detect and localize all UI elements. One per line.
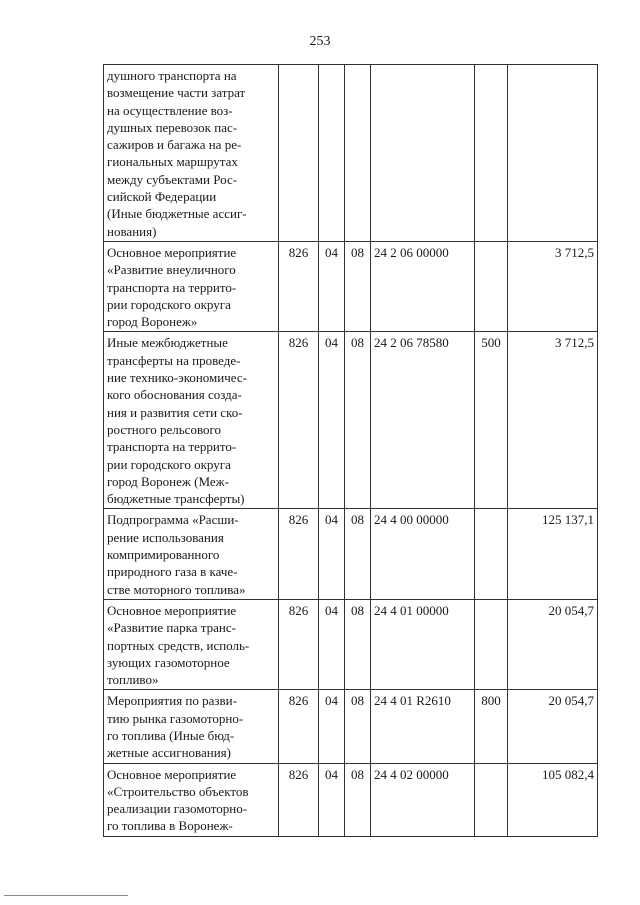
section-code-cell: 04 xyxy=(319,332,345,509)
row-name-line: транспорта на террито- xyxy=(107,279,237,295)
expense-type-code-cell: 800 xyxy=(475,690,508,763)
expense-type-code-cell: 500 xyxy=(475,332,508,509)
page-number: 253 xyxy=(309,34,331,49)
subsection-code-cell: 08 xyxy=(345,690,371,763)
subsection-code-cell xyxy=(345,65,371,242)
row-name-cell xyxy=(104,763,279,836)
row-name-line: на осуществление воз- xyxy=(107,102,233,118)
expense-type-code-cell xyxy=(475,509,508,599)
row-name-line: Мероприятия по разви- xyxy=(107,693,237,709)
row-name-line: Иные межбюджетные xyxy=(107,335,228,351)
row-name-line: Основное мероприятие xyxy=(107,766,237,782)
row-name-line: зующих газомоторное xyxy=(107,654,230,670)
subsection-code-cell: 08 xyxy=(345,509,371,599)
ministry-code-cell xyxy=(279,65,319,242)
subsection-code-cell: 08 xyxy=(345,332,371,509)
amount-cell: 3 712,5 xyxy=(508,332,598,509)
row-name-line: между субъектами Рос- xyxy=(107,171,238,187)
row-name-line: гиональных маршрутах xyxy=(107,154,238,170)
table-row xyxy=(104,65,598,242)
row-name-line: Подпрограмма «Расши- xyxy=(107,512,239,528)
row-name-line: го топлива в Воронеж- xyxy=(107,818,233,834)
expense-type-code-cell xyxy=(475,241,508,331)
section-code-cell: 04 xyxy=(319,599,345,689)
target-article-code-cell: 24 4 02 00000 xyxy=(371,763,475,836)
row-name-line: душных перевозок пас- xyxy=(107,119,238,135)
row-name-line: Основное мероприятие xyxy=(107,244,237,260)
row-name-cell xyxy=(104,241,279,331)
table-row xyxy=(104,509,598,599)
row-name-line: кого обоснования созда- xyxy=(107,387,242,403)
row-name-line: нования) xyxy=(107,223,157,239)
row-name-line: стве моторного топлива» xyxy=(107,581,246,597)
row-name-line: трансферты на проведе- xyxy=(107,352,241,368)
subsection-code-cell: 08 xyxy=(345,763,371,836)
table-row xyxy=(104,690,598,763)
row-name-line: транспорта на террито- xyxy=(107,439,237,455)
table-body xyxy=(104,65,598,837)
row-name-cell xyxy=(104,690,279,763)
row-name-line: тию рынка газомоторно- xyxy=(107,710,244,726)
expense-type-code-cell xyxy=(475,763,508,836)
section-code-cell: 04 xyxy=(319,241,345,331)
row-name-line: сийской Федерации xyxy=(107,189,217,205)
row-name-line: ростного рельсового xyxy=(107,421,222,437)
row-name-line: рии городского округа xyxy=(107,296,231,312)
amount-cell: 105 082,4 xyxy=(508,763,598,836)
row-name-line: компримированного xyxy=(107,547,220,563)
row-name-line: го топлива (Иные бюд- xyxy=(107,727,235,743)
row-name-line: (Иные бюджетные ассиг- xyxy=(107,206,247,222)
target-article-code-cell xyxy=(371,65,475,242)
section-code-cell xyxy=(319,65,345,242)
target-article-code-cell: 24 2 06 78580 xyxy=(371,332,475,509)
row-name-line: топливо» xyxy=(107,672,159,688)
ministry-code-cell: 826 xyxy=(279,690,319,763)
row-name-line: жетные ассигнования) xyxy=(107,745,231,761)
row-name-cell xyxy=(104,65,279,242)
table-row xyxy=(104,599,598,689)
row-name-line: город Воронеж» xyxy=(107,314,198,330)
row-name-line: ние технико-экономичес- xyxy=(107,370,247,386)
row-name-cell xyxy=(104,332,279,509)
amount-cell xyxy=(508,65,598,242)
row-name-line: душного транспорта на xyxy=(107,68,237,83)
target-article-code-cell: 24 4 01 00000 xyxy=(371,599,475,689)
row-name-line: ния и развития сети ско- xyxy=(107,404,243,420)
target-article-code-cell: 24 4 00 00000 xyxy=(371,509,475,599)
target-article-code-cell: 24 2 06 00000 xyxy=(371,241,475,331)
ministry-code-cell: 826 xyxy=(279,763,319,836)
row-name-cell xyxy=(104,509,279,599)
amount-cell: 20 054,7 xyxy=(508,690,598,763)
section-code-cell: 04 xyxy=(319,509,345,599)
ministry-code-cell: 826 xyxy=(279,599,319,689)
expense-type-code-cell xyxy=(475,65,508,242)
target-article-code-cell: 24 4 01 R2610 xyxy=(371,690,475,763)
row-name-line: портных средств, исполь- xyxy=(107,637,250,653)
ministry-code-cell: 826 xyxy=(279,241,319,331)
section-code-cell: 04 xyxy=(319,690,345,763)
table-row xyxy=(104,241,598,331)
row-name-line: бюджетные трансферты) xyxy=(107,491,245,507)
table-row xyxy=(104,332,598,509)
budget-table xyxy=(103,64,598,837)
expense-type-code-cell xyxy=(475,599,508,689)
row-name-line: возмещение части затрат xyxy=(107,85,246,101)
table-row xyxy=(104,763,598,836)
subsection-code-cell: 08 xyxy=(345,241,371,331)
footer-rule xyxy=(4,895,128,896)
row-name-line: рение использования xyxy=(107,529,224,545)
row-name-cell xyxy=(104,599,279,689)
amount-cell: 125 137,1 xyxy=(508,509,598,599)
row-name-line: «Строительство объектов xyxy=(107,783,249,799)
row-name-line: природного газа в каче- xyxy=(107,564,238,580)
ministry-code-cell: 826 xyxy=(279,332,319,509)
subsection-code-cell: 08 xyxy=(345,599,371,689)
row-name-line: «Развитие парка транс- xyxy=(107,620,236,636)
row-name-line: город Воронеж (Меж- xyxy=(107,473,229,489)
row-name-line: Основное мероприятие xyxy=(107,602,237,618)
amount-cell: 20 054,7 xyxy=(508,599,598,689)
row-name-line: рии городского округа xyxy=(107,456,231,472)
row-name-line: сажиров и багажа на ре- xyxy=(107,137,242,153)
ministry-code-cell: 826 xyxy=(279,509,319,599)
amount-cell: 3 712,5 xyxy=(508,241,598,331)
row-name-line: реализации газомоторно- xyxy=(107,801,248,817)
row-name-line: «Развитие внеуличного xyxy=(107,262,236,278)
section-code-cell: 04 xyxy=(319,763,345,836)
